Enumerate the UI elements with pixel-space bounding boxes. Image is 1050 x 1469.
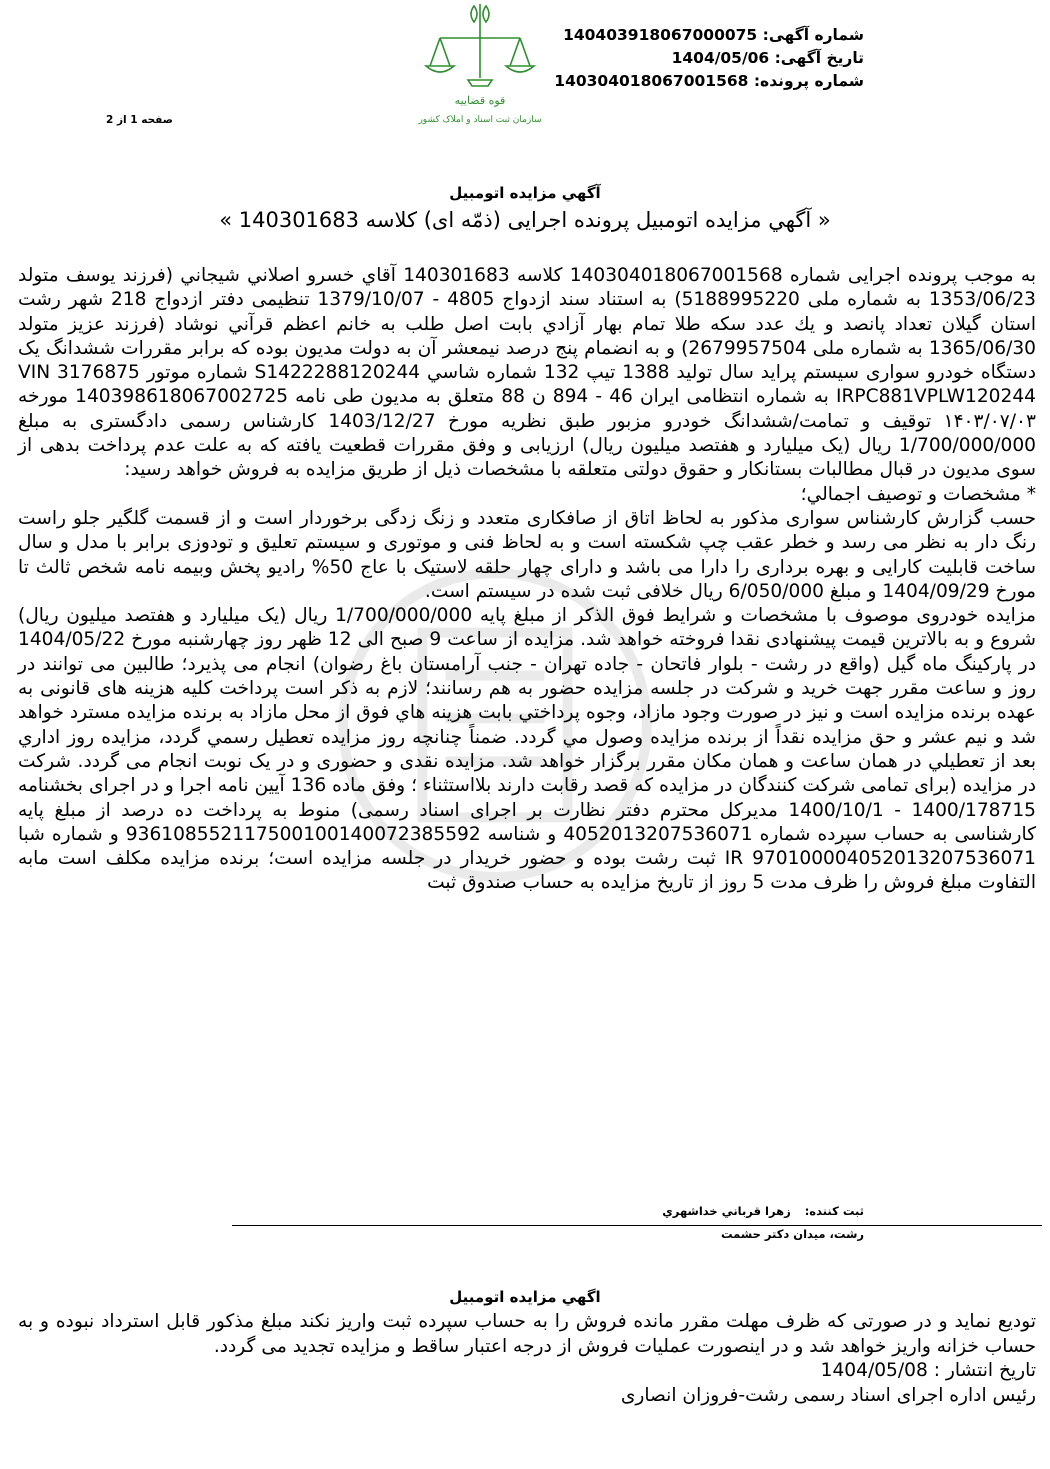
body-paragraph-2: * مشخصات و توصيف اجمالي؛ xyxy=(800,483,1036,505)
continuation-title: اگهي مزايده اتومبيل xyxy=(449,1288,601,1306)
logo-text-1: قوه قضاییه xyxy=(454,94,506,107)
ad-date-label: تاریخ آگهی: xyxy=(774,49,864,67)
signature-line: رئيس اداره اجرای اسناد رسمی رشت-فروزان انصاری xyxy=(620,1384,1036,1406)
page-indicator: صفحه 1 از 2 xyxy=(106,114,173,126)
recorder-name: زهرا قرباني خداشهري xyxy=(662,1204,791,1218)
notice-subtitle: « آگهي مزايده اتومبيل پرونده اجرایی (ذمّه ای) كلاسه 140301683 » xyxy=(219,208,831,232)
ad-date-value: 1404/05/06 xyxy=(671,49,770,67)
footer-divider xyxy=(232,1225,1042,1226)
body-paragraph-4: مزايده خودروی موصوف با مشخصات و شرايط فوق الذكر از مبلغ پايه 1/700/000/000 ريال (يک ميليارد و هفتصد ميليون ريال) شروع و به بالاترين قيمت پيشنهادی نقدا فروخته خواهد شد. مزايده از ساعت 9 صبح الی 12 ظهر روز چهارشنبه مورخ 1404/05/22 در پاركينگ ماه گيل (واقع در رشت - بلوار فاتحان - جاده تهران - جنب آرامستان باغ رضوان) انجام می پذيرد؛ طالبين می توانند در روز و ساعت مقرر جهت خريد و شركت در جلسه مزايده حضور به هم رسانند؛ لازم به ذكر است پرداخت كليه هزينه های قانونی به عهده برنده مزايده است و نيز در صورت وجود مازاد، وجوه پرداختي بابت هزينه هاي فوق از محل مازاد به برنده مزايده مسترد خواهد شد و نيم عشر و حق مزايده نقداً از برنده مزايده وصول مي گردد. ضمناً چنانچه روز مزايده تعطيل رسمي گردد، مزايده روز اداري بعد از تعطيلي در همان ساعت و همان مكان مقرر برگزار خواهد شد. مزايده نقدی و حضوری و در يک نوبت انجام می گردد. شركت در مزايده (برای تمامی شركت كنندگان در مزايده كه قصد رقابت دارند بلااستثناء ؛ وفق ماده 136 آيين نامه اجرا و در اجرای بخشنامه 1400/178715 - 1400/10/1 مديركل محترم دفتر نظارت بر اجرای اسناد رسمی) منوط به پرداخت ده درصد از مبلغ پايه كارشناسی به حساب سپرده شماره 4052013207536071 و شناسه 936108552117500100140072385592 و شماره شبا IR 970100004052013207536071 ثبت رشت بوده و حضور خريدار در جلسه مزايده است؛ برنده مزايده مكلف است مابه التفاوت مبلغ فروش را ظرف مدت 5 روز از تاريخ مزايده به حساب صندوق ثبت xyxy=(18,605,1037,894)
body-paragraph-1: به موجب پرونده اجرایی شماره 140304018067001568 كلاسه 140301683 آقاي خسرو اصلاني شيجاني (فرزند يوسف متولد 1353/06/23 به شماره ملی 5188995220) به استناد سند ازدواج 4805 - 1379/10/07 تنظیمی دفتر ازدواج 218 شهر رشت استان گیلان تعداد پانصد و يك عدد سكه طلا تمام بهار آزادي بابت اصل طلب به خانم اعظم قرآني نوشاد (فرزند عزيز متولد 1365/06/30 به شماره ملی 2679957504) و به انضمام پنج درصد نیمعشر آن به دولت مدیون بوده که برابر مقررات ششدانگ یک دستگاه خودرو سواری سیستم پرايد سال تولید 1388 تیپ 132 شماره شاسي S1422288120244 شماره موتور 3176875 VIN IRPC881VPLW120244 به شماره انتظامی ایران 46 - 894 ن 88 متعلق به مديون طی نامه 140398618067002725 مورخه ۱۴۰۳/۰۷/۰۳ توقيف و تمامت/ششدانگ خودرو مزبور طبق نظريه مورخ 1403/12/27 کارشناس رسمی دادگستری به مبلغ 1/700/000/000 ريال (يک ميليارد و هفتصد ميليون ريال) ارزيابی و وفق مقررات قطعيت يافته که به علت عدم پرداخت بدهی از سوی مديون در قبال مطالبات بستانکار و حقوق دولتی متعلقه با مشخصات ذيل از طريق مزايده به فروش خواهد رسيد: xyxy=(18,265,1037,481)
notice-title: آگهي مزايده اتومبيل xyxy=(449,184,601,202)
notice-body xyxy=(18,264,1036,896)
ad-number-value: 140403918067000075 xyxy=(563,26,758,44)
ad-date-row xyxy=(554,47,864,70)
judiciary-logo-icon xyxy=(400,0,560,130)
continuation-paragraph: توديع نمايد و در صورتی كه ظرف مهلت مقرر مانده فروش را به حساب سپرده ثبت واريز نكند مبلغ مذكور قابل استرداد نبوده و به حساب خزانه واريز خواهد شد و در اينصورت عمليات فروش از درجه اعتبار ساقط و مزايده تجديد می گردد. xyxy=(18,1311,1036,1357)
header-metadata xyxy=(554,24,864,93)
file-number-label: شماره پرونده: xyxy=(753,72,864,90)
file-number-value: 140304018067001568 xyxy=(554,72,749,90)
publish-date: تاريخ انتشار : 1404/05/08 xyxy=(820,1360,1036,1381)
recorder-line xyxy=(652,1204,864,1218)
logo-text-2: سازمان ثبت اسناد و املاک کشور xyxy=(418,115,542,125)
continuation-body xyxy=(18,1310,1036,1408)
recorder-label: ثبت کننده: xyxy=(804,1204,864,1218)
ad-number-row xyxy=(554,24,864,47)
ad-number-label: شماره آگهی: xyxy=(762,26,864,44)
body-paragraph-3: حسب گزارش كارشناس سواری مذكور به لحاظ اتاق از صافكاری متعدد و زنگ زدگی برخوردار است و از قسمت گلگير جلو راست رنگ دار به نظر می رسد و خطر عقب چپ شكسته است و به لحاظ فنی و موتوری و سيستم تعليق و تودوزی برابر با مدل و سال ساخت قابليت كارايی و بهره برداری را دارا می باشد و دارای چهار حلقه لاستيک با عاج 50% راديو پخش وبيمه نامه شخص ثالث تا مورخ 1404/09/29 و مبلغ 6/050/000 ريال خلافی ثبت شده در سيستم است. xyxy=(18,507,1036,602)
file-number-row xyxy=(554,70,864,93)
office-address: رشت، میدان دکتر حشمت xyxy=(720,1227,864,1241)
